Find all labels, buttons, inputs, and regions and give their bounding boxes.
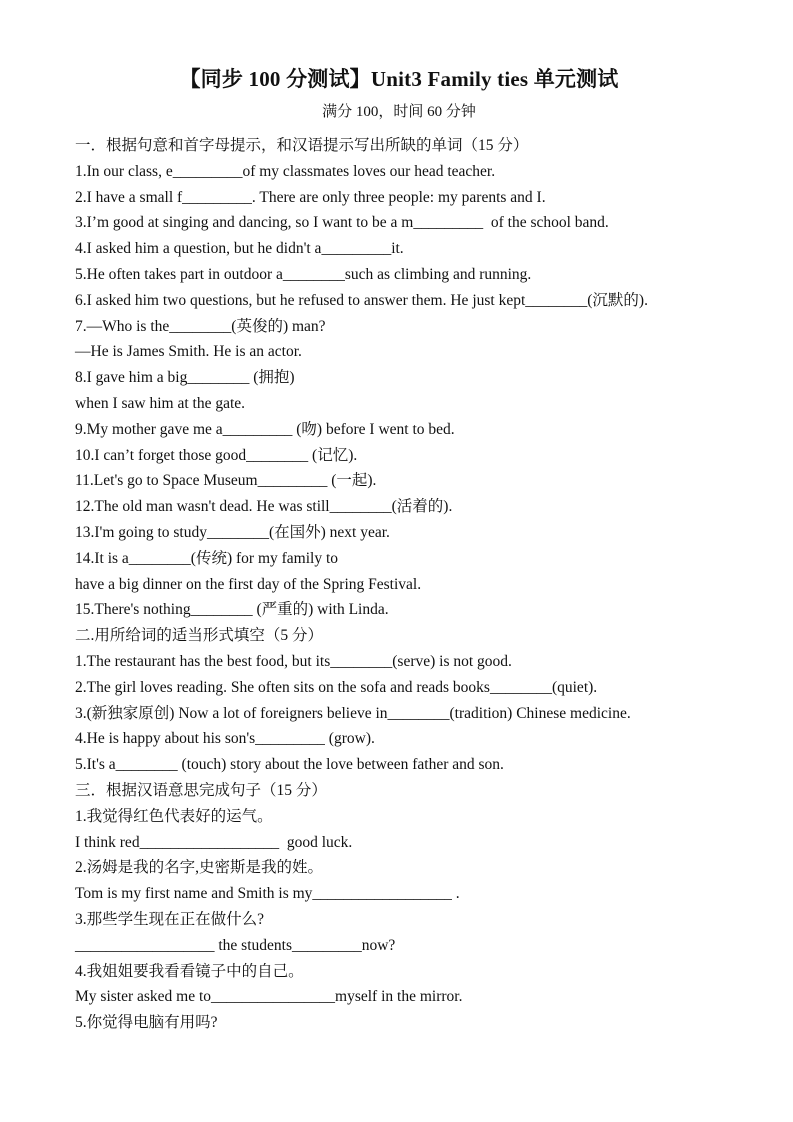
text-line: Tom is my first name and Smith is my__________________ . xyxy=(75,885,460,903)
text-line: 1.In our class, e_________of my classmates loves our head teacher. xyxy=(75,162,496,180)
text-line: have a big dinner on the first day of the Spring Festival. xyxy=(75,575,422,593)
section-heading: 三．根据汉语意思完成句子（15 分） xyxy=(75,781,327,799)
text-line: 12.The old man wasn't dead. He was still________(活着的). xyxy=(75,498,453,516)
text-line: 13.I'm going to study________(在国外) next year. xyxy=(75,523,390,541)
document-subtitle: 满分 100，时间 60 分钟 xyxy=(322,104,476,120)
text-line: 8.I gave him a big________ (拥抱) xyxy=(75,369,295,387)
text-line: 10.I can’t forget those good________ (记忆). xyxy=(75,446,358,464)
text-line: 5.He often takes part in outdoor a________such as climbing and running. xyxy=(75,265,532,283)
text-line: when I saw him at the gate. xyxy=(75,394,246,412)
text-line: 14.It is a________(传统) for my family to xyxy=(75,549,339,567)
text-line: 4.I asked him a question, but he didn't a_________it. xyxy=(75,240,404,258)
text-line: 4.He is happy about his son's_________ (grow). xyxy=(75,730,375,748)
text-line: —He is James Smith. He is an actor. xyxy=(75,343,302,361)
text-line: 15.There's nothing________ (严重的) with Linda. xyxy=(75,601,389,619)
document-title: 【同步 100 分测试】Unit3 Family ties 单元测试 xyxy=(179,67,619,91)
text-line: 3.(新独家原创) Now a lot of foreigners believe in________(tradition) Chinese medicine. xyxy=(75,704,631,722)
section-heading: 二.用所给词的适当形式填空（5 分） xyxy=(75,627,324,645)
text-line: 2.The girl loves reading. She often sits on the sofa and reads books________(quiet). xyxy=(75,678,598,696)
text-line: 2.汤姆是我的名字,史密斯是我的姓。 xyxy=(75,859,324,877)
text-line: __________________ the students_________now? xyxy=(75,936,396,954)
text-line: 3.I’m good at singing and dancing, so I want to be a m_________ of the school band. xyxy=(75,214,609,232)
text-line: 1.我觉得红色代表好的运气。 xyxy=(75,807,273,825)
sections-container xyxy=(75,133,723,1036)
text-line: 4.我姐姐要我看看镜子中的自己。 xyxy=(75,962,304,980)
text-line: 6.I asked him two questions, but he refused to answer them. He just kept________(沉默的). xyxy=(75,291,648,309)
text-line: 2.I have a small f_________. There are only three people: my parents and I. xyxy=(75,188,546,206)
text-line: My sister asked me to________________myself in the mirror. xyxy=(75,988,463,1006)
text-line: 7.—Who is the________(英俊的) man? xyxy=(75,317,326,335)
text-line: 5.It's a________ (touch) story about the love between father and son. xyxy=(75,756,504,774)
text-line: 11.Let's go to Space Museum_________ (一起). xyxy=(75,472,377,490)
text-line: 9.My mother gave me a_________ (吻) before I went to bed. xyxy=(75,420,455,438)
text-line: 3.那些学生现在正在做什么? xyxy=(75,910,265,928)
text-line: 1.The restaurant has the best food, but its________(serve) is not good. xyxy=(75,652,512,670)
section-heading: 一．根据句意和首字母提示，和汉语提示写出所缺的单词（15 分） xyxy=(75,137,529,154)
text-line: I think red__________________ good luck. xyxy=(75,833,353,851)
text-line: 5.你觉得电脑有用吗? xyxy=(75,1014,218,1032)
